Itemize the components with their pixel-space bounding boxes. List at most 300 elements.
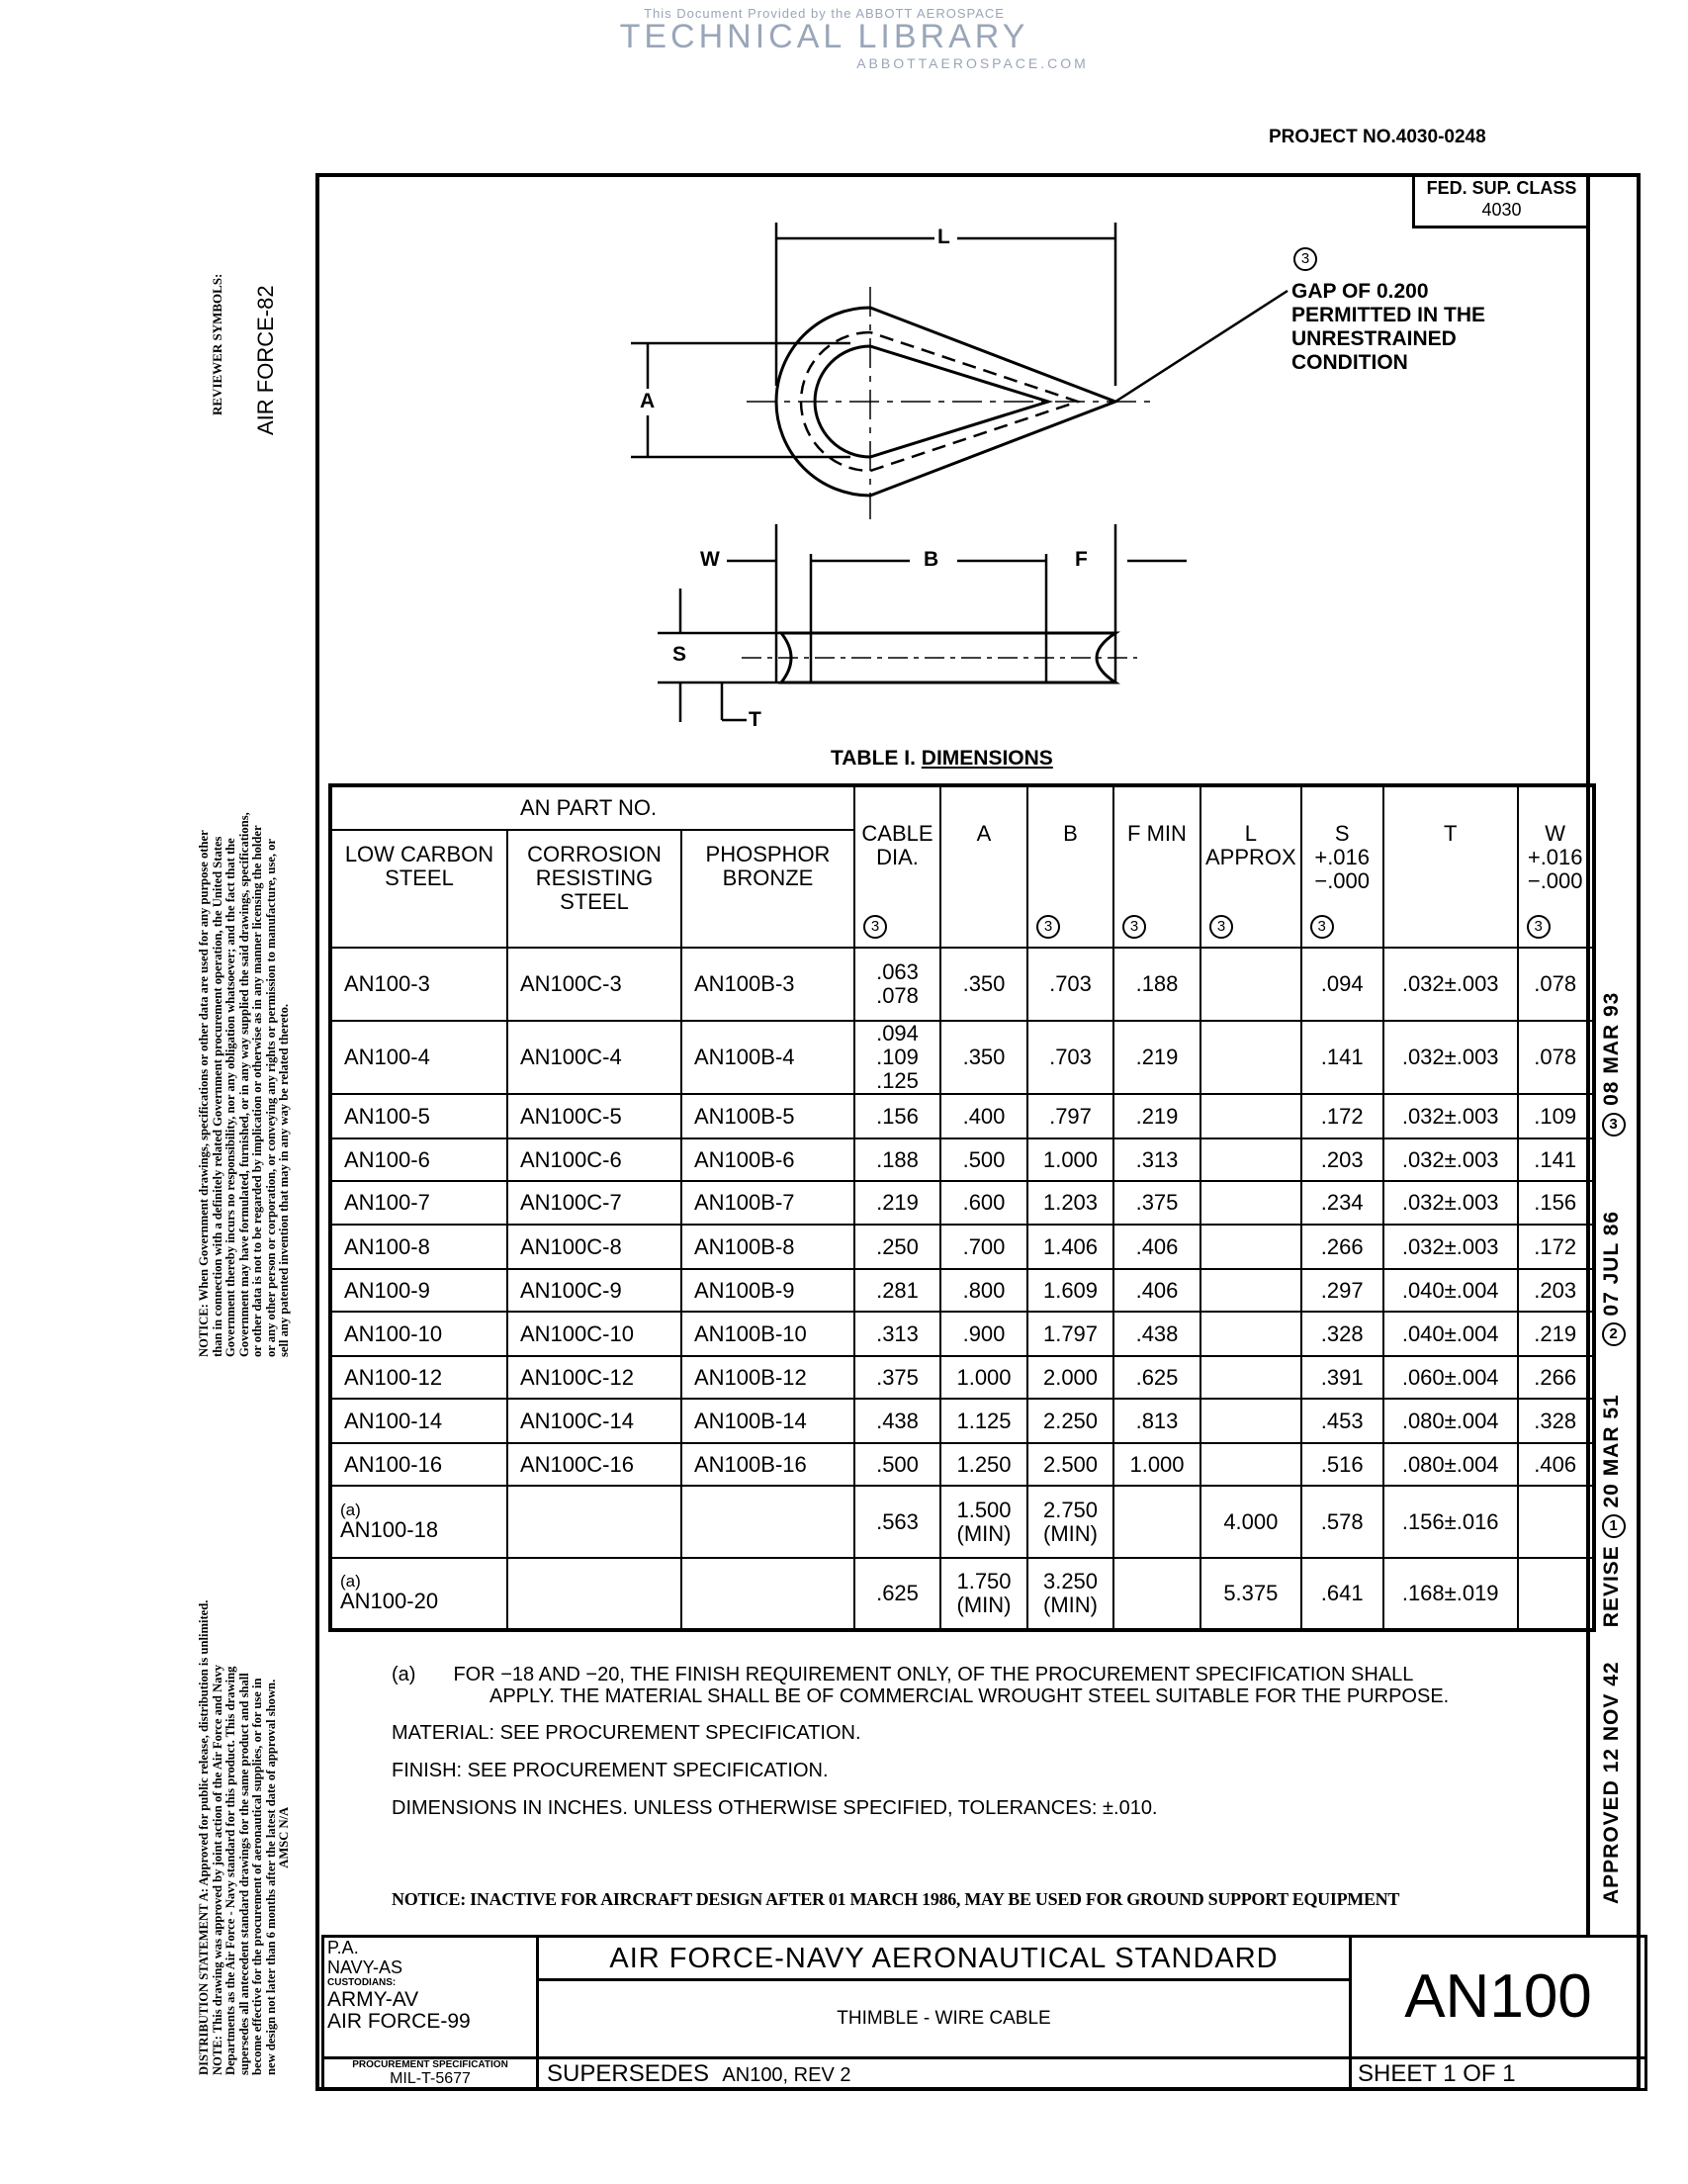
table-cell bbox=[681, 1138, 854, 1181]
table-row bbox=[330, 1269, 1594, 1312]
cell-value: AN100-20 bbox=[340, 1589, 439, 1613]
header-label: A bbox=[976, 821, 992, 846]
table-cell bbox=[1200, 1138, 1301, 1181]
table-cell bbox=[1027, 1094, 1113, 1138]
table-cell bbox=[1383, 948, 1518, 1021]
cell-value: .040±.004 bbox=[1401, 1320, 1499, 1346]
table-cell bbox=[1027, 1225, 1113, 1269]
cell-value: .060±.004 bbox=[1401, 1364, 1499, 1390]
cell-value: .094 .109 .125 bbox=[876, 1021, 919, 1093]
cell-value: .078 bbox=[1534, 1045, 1577, 1069]
custodian-airforce: AIR FORCE-99 bbox=[327, 2010, 471, 2033]
notice-line: Government may have formulated, furnished, or in any way supplied the said drawings, specifications, bbox=[236, 812, 251, 1357]
notice-line: NOTICE: When Government drawings, specifications or other data are used for any purpose other bbox=[197, 830, 211, 1357]
proc-spec-label: PROCUREMENT SPECIFICATION bbox=[352, 2059, 508, 2070]
cell-value: AN100-12 bbox=[344, 1364, 443, 1390]
table-cell bbox=[854, 1021, 940, 1094]
cell-value: 2.000 bbox=[1042, 1364, 1099, 1390]
header-label: T bbox=[1443, 821, 1458, 846]
table-row bbox=[330, 1399, 1594, 1443]
revision-1-marker: 1 bbox=[1602, 1514, 1626, 1538]
table-cell bbox=[330, 1225, 507, 1269]
cell-value: 1.406 bbox=[1042, 1233, 1099, 1259]
gap-note-line: UNRESTRAINED bbox=[1291, 327, 1457, 350]
table-cell bbox=[1301, 1269, 1383, 1312]
distribution-line: supersedes all antecedent standard drawings for the same product and shall bbox=[236, 1673, 251, 2075]
table-cell bbox=[330, 1021, 507, 1094]
table-cell bbox=[330, 1356, 507, 1399]
table-cell bbox=[1113, 1558, 1200, 1630]
cell-value: .328 bbox=[1320, 1320, 1364, 1346]
cell-value: .375 bbox=[876, 1364, 919, 1390]
project-number: PROJECT NO.4030-0248 bbox=[1269, 127, 1486, 147]
table-cell bbox=[1518, 1399, 1594, 1443]
table-cell bbox=[1518, 1443, 1594, 1486]
table-cell bbox=[507, 1269, 681, 1312]
cell-value: .188 bbox=[876, 1146, 919, 1172]
table-cell bbox=[940, 1269, 1027, 1312]
header-cell bbox=[1113, 785, 1200, 948]
header-label: L APPROX bbox=[1205, 821, 1296, 869]
watermark-title: TECHNICAL LIBRARY bbox=[619, 18, 1029, 55]
header-cell bbox=[854, 785, 940, 948]
table-cell bbox=[1027, 1399, 1113, 1443]
cell-value: .156±.016 bbox=[1401, 1508, 1499, 1534]
table-cell bbox=[681, 1312, 854, 1356]
table-cell bbox=[1027, 1356, 1113, 1399]
cell-value: .641 bbox=[1320, 1581, 1364, 1605]
cell-value: 5.375 bbox=[1223, 1581, 1279, 1605]
header-label: CABLE DIA. bbox=[861, 821, 933, 869]
cell-value: .391 bbox=[1320, 1364, 1364, 1390]
cell-value: .040±.004 bbox=[1401, 1277, 1499, 1303]
cell-value: .032±.003 bbox=[1401, 1190, 1499, 1215]
cell-value: .109 bbox=[1534, 1103, 1577, 1129]
cell-value: 1.000 bbox=[1042, 1146, 1099, 1172]
table-cell bbox=[1113, 1443, 1200, 1486]
cell-value: .406 bbox=[1534, 1451, 1577, 1477]
table-cell bbox=[1200, 1312, 1301, 1356]
revision-2-marker: 2 bbox=[1602, 1322, 1626, 1346]
table-cell bbox=[1027, 1181, 1113, 1225]
cell-value: AN100-14 bbox=[344, 1408, 443, 1433]
header-cell bbox=[1027, 785, 1113, 948]
supersedes-box bbox=[536, 2056, 1352, 2091]
table-cell bbox=[681, 1558, 854, 1630]
reviewer-symbol: AIR FORCE-82 bbox=[253, 285, 278, 435]
table-cell bbox=[507, 1443, 681, 1486]
cell-value: .400 bbox=[962, 1103, 1006, 1129]
table-cell bbox=[330, 1312, 507, 1356]
cell-value: .700 bbox=[962, 1233, 1006, 1259]
cell-value: AN100-3 bbox=[344, 971, 430, 996]
table-cell bbox=[681, 1399, 854, 1443]
cell-value: AN100C-3 bbox=[520, 971, 622, 996]
table-cell bbox=[940, 1356, 1027, 1399]
cell-value: .516 bbox=[1320, 1451, 1364, 1477]
cell-value: .328 bbox=[1534, 1408, 1577, 1433]
table-cell bbox=[681, 1486, 854, 1558]
cell-value: AN100C-8 bbox=[520, 1233, 622, 1259]
custodian-army: ARMY-AV bbox=[327, 1988, 419, 2011]
table-cell bbox=[1518, 1269, 1594, 1312]
ref-3-icon: 3 bbox=[1209, 915, 1233, 939]
table-cell bbox=[681, 948, 854, 1021]
distribution-line: Departments as the Air Force - Navy standard for this product. This drawing bbox=[223, 1666, 237, 2075]
table-cell bbox=[507, 1399, 681, 1443]
cell-value: AN100B-9 bbox=[694, 1277, 795, 1303]
gap-note-line: CONDITION bbox=[1291, 351, 1408, 374]
table-cell bbox=[1200, 1021, 1301, 1094]
table-cell bbox=[330, 1399, 507, 1443]
table-cell bbox=[1200, 1225, 1301, 1269]
distribution-line: DISTRIBUTION STATEMENT A: Approved for public release, distribution is unlimited. bbox=[197, 1599, 211, 2075]
table-cell bbox=[1383, 1181, 1518, 1225]
cell-value: 1.203 bbox=[1042, 1190, 1099, 1215]
table-cell bbox=[940, 1225, 1027, 1269]
cell-value: .078 bbox=[1534, 971, 1577, 996]
dimensions-table bbox=[328, 783, 1596, 1632]
table-cell bbox=[1027, 1312, 1113, 1356]
table-cell bbox=[507, 1181, 681, 1225]
cell-value: .172 bbox=[1320, 1103, 1364, 1129]
table-cell bbox=[940, 1181, 1027, 1225]
table-cell bbox=[1383, 1486, 1518, 1558]
table-cell bbox=[681, 1269, 854, 1312]
cell-value: .600 bbox=[962, 1190, 1006, 1215]
cell-value: .032±.003 bbox=[1401, 971, 1499, 996]
note-a-line2: APPLY. THE MATERIAL SHALL BE OF COMMERCIAL WROUGHT STEEL SUITABLE FOR THE PURPOSE. bbox=[489, 1685, 1450, 1707]
cell-value: .500 bbox=[876, 1451, 919, 1477]
table-cell bbox=[330, 1094, 507, 1138]
cell-value: AN100C-14 bbox=[520, 1408, 634, 1433]
dim-label-s: S bbox=[672, 643, 687, 666]
header-cell bbox=[1383, 785, 1518, 948]
table-cell bbox=[1518, 1312, 1594, 1356]
cell-value: AN100B-5 bbox=[694, 1103, 795, 1129]
table-cell bbox=[507, 1138, 681, 1181]
cell-value: AN100B-7 bbox=[694, 1190, 795, 1215]
table-cell bbox=[1113, 1486, 1200, 1558]
cell-value: .203 bbox=[1320, 1146, 1364, 1172]
table-cell bbox=[507, 1312, 681, 1356]
cell-value: .900 bbox=[962, 1320, 1006, 1346]
distribution-line: NOTE: This drawing was approved by joint action of the Air Force and Navy bbox=[210, 1664, 224, 2075]
cell-value: AN100-18 bbox=[340, 1516, 439, 1542]
table-cell bbox=[1383, 1094, 1518, 1138]
cell-value: AN100-10 bbox=[344, 1320, 443, 1346]
cell-value: .703 bbox=[1049, 1045, 1092, 1069]
revision-2-date: 07 JUL 86 bbox=[1600, 1210, 1623, 1317]
cell-value: .156 bbox=[876, 1103, 919, 1129]
header-cell: LOW CARBON STEEL bbox=[330, 830, 507, 948]
table-cell bbox=[1027, 1558, 1113, 1630]
table-cell bbox=[1027, 1021, 1113, 1094]
cell-value: .203 bbox=[1534, 1277, 1577, 1303]
table-cell bbox=[507, 1486, 681, 1558]
table-cell bbox=[681, 1356, 854, 1399]
cell-value: AN100-16 bbox=[344, 1451, 443, 1477]
dimensions-note: DIMENSIONS IN INCHES. UNLESS OTHERWISE SPECIFIED, TOLERANCES: ±.010. bbox=[392, 1797, 1158, 1819]
cell-value: .032±.003 bbox=[1401, 1045, 1499, 1069]
table-row bbox=[330, 1021, 1594, 1094]
cell-value: 3.250 (MIN) bbox=[1042, 1569, 1099, 1617]
table-row bbox=[330, 1094, 1594, 1138]
cell-value: .080±.004 bbox=[1401, 1451, 1499, 1477]
table-cell bbox=[940, 948, 1027, 1021]
ref-3-icon: 3 bbox=[1036, 915, 1060, 939]
table-row bbox=[330, 1225, 1594, 1269]
distribution-line: AMSC N/A bbox=[277, 1806, 291, 1868]
ref-3-icon: 3 bbox=[1293, 247, 1317, 271]
header-cell bbox=[1518, 785, 1594, 948]
header-cell: PHOSPHOR BRONZE bbox=[681, 830, 854, 948]
notice-line: Government thereby incurs no responsibility, nor any obligation whatsoever; and the fact that the bbox=[223, 838, 237, 1357]
cell-value: .350 bbox=[962, 971, 1006, 996]
table-cell bbox=[330, 1181, 507, 1225]
notice-line: sell any patented invention that may in any way be related thereto. bbox=[277, 1003, 291, 1357]
table-cell bbox=[940, 1443, 1027, 1486]
table-title bbox=[831, 747, 1053, 771]
table-cell bbox=[1301, 948, 1383, 1021]
table-cell bbox=[854, 1181, 940, 1225]
table-cell bbox=[1518, 1021, 1594, 1094]
distribution-line: new design not later than 6 months after the latest date of approval shown. bbox=[263, 1679, 278, 2075]
note-a-line1: FOR −18 AND −20, THE FINISH REQUIREMENT ONLY, OF THE PROCUREMENT SPECIFICATION SHALL bbox=[453, 1664, 1414, 1685]
proc-spec-value: MIL-T-5677 bbox=[390, 2070, 471, 2087]
table-cell bbox=[1113, 1138, 1200, 1181]
notice-line: or other data is not to be regarded by implication or otherwise as in any manner licensing the holder bbox=[250, 825, 264, 1357]
cell-value: .350 bbox=[962, 1045, 1006, 1069]
table-cell bbox=[1383, 1558, 1518, 1630]
table-cell bbox=[681, 1021, 854, 1094]
cell-value: .703 bbox=[1049, 971, 1092, 996]
table-row bbox=[330, 948, 1594, 1021]
header-cell: CORROSION RESISTING STEEL bbox=[507, 830, 681, 948]
table-cell bbox=[1518, 1558, 1594, 1630]
cell-value: .406 bbox=[1135, 1233, 1179, 1259]
table-cell bbox=[1200, 1443, 1301, 1486]
cell-value: AN100B-3 bbox=[694, 971, 795, 996]
table-cell bbox=[940, 1094, 1027, 1138]
dim-label-w: W bbox=[700, 548, 720, 571]
cell-value: AN100C-6 bbox=[520, 1146, 622, 1172]
table-cell bbox=[330, 1558, 507, 1630]
table-cell bbox=[507, 1094, 681, 1138]
table-cell bbox=[854, 1225, 940, 1269]
cell-value: .141 bbox=[1320, 1045, 1364, 1069]
table-row bbox=[330, 1138, 1594, 1181]
table-cell bbox=[1383, 1356, 1518, 1399]
standard-title: AIR FORCE-NAVY AERONAUTICAL STANDARD bbox=[536, 1935, 1352, 1981]
cell-value: .168±.019 bbox=[1401, 1581, 1499, 1605]
table-cell bbox=[1113, 1312, 1200, 1356]
cell-value: .063 .078 bbox=[876, 959, 919, 1008]
table-cell bbox=[507, 1356, 681, 1399]
cell-value: AN100-8 bbox=[344, 1233, 430, 1259]
cell-value: .156 bbox=[1534, 1190, 1577, 1215]
cell-value: AN100B-6 bbox=[694, 1146, 795, 1172]
cell-value: .563 bbox=[876, 1508, 919, 1534]
table-cell bbox=[1518, 948, 1594, 1021]
cell-value: AN100C-4 bbox=[520, 1045, 622, 1069]
ref-3-icon: 3 bbox=[1310, 915, 1334, 939]
dim-label-a: A bbox=[640, 390, 656, 412]
cell-value: .234 bbox=[1320, 1190, 1364, 1215]
gap-note-line: PERMITTED IN THE bbox=[1291, 304, 1486, 326]
standard-number: AN100 bbox=[1349, 1935, 1647, 2059]
header-label: S +.016 −.000 bbox=[1314, 821, 1371, 893]
pa-label: P.A. bbox=[327, 1938, 359, 1957]
cell-value: 1.797 bbox=[1042, 1320, 1099, 1346]
table-cell bbox=[854, 1399, 940, 1443]
table-cell bbox=[1518, 1356, 1594, 1399]
cell-value: AN100B-14 bbox=[694, 1408, 807, 1433]
table-cell bbox=[1027, 1138, 1113, 1181]
table-cell bbox=[1200, 1269, 1301, 1312]
table-row bbox=[330, 1486, 1594, 1558]
table-cell bbox=[1301, 1225, 1383, 1269]
cell-value: .625 bbox=[876, 1581, 919, 1605]
table-cell bbox=[854, 1138, 940, 1181]
table-cell bbox=[1027, 1443, 1113, 1486]
cell-value: .032±.003 bbox=[1401, 1146, 1499, 1172]
table-cell bbox=[940, 1021, 1027, 1094]
table-cell bbox=[1301, 1181, 1383, 1225]
table-cell bbox=[1301, 1486, 1383, 1558]
table-cell bbox=[681, 1094, 854, 1138]
table-cell bbox=[854, 1486, 940, 1558]
table-cell bbox=[1383, 1443, 1518, 1486]
ref-3-icon: 3 bbox=[863, 915, 887, 939]
table-row bbox=[330, 1443, 1594, 1486]
cell-value: 1.750 (MIN) bbox=[956, 1569, 1012, 1617]
cell-value: .032±.003 bbox=[1401, 1233, 1499, 1259]
cell-value: 4.000 bbox=[1223, 1508, 1279, 1534]
gap-note bbox=[1291, 280, 1485, 375]
cell-value: .313 bbox=[876, 1320, 919, 1346]
table-cell bbox=[507, 1225, 681, 1269]
cell-value: .813 bbox=[1135, 1408, 1179, 1433]
cell-value: .219 bbox=[1135, 1103, 1179, 1129]
notice-line: or any other person or corporation, or conveying any rights or permission to manufacture, use, or bbox=[263, 838, 278, 1357]
table-cell bbox=[1200, 1181, 1301, 1225]
dim-label-f: F bbox=[1075, 548, 1088, 571]
cell-value: AN100B-16 bbox=[694, 1451, 807, 1477]
cell-value: .219 bbox=[876, 1190, 919, 1215]
finish-note: FINISH: SEE PROCUREMENT SPECIFICATION. bbox=[392, 1760, 829, 1781]
cell-value: .406 bbox=[1135, 1277, 1179, 1303]
gap-note-ref bbox=[1293, 247, 1317, 271]
footnote-mark: (a) bbox=[340, 1500, 361, 1519]
table-cell bbox=[1113, 1399, 1200, 1443]
cell-value: .313 bbox=[1135, 1146, 1179, 1172]
table-cell bbox=[1301, 1312, 1383, 1356]
revision-3-date: 08 MAR 93 bbox=[1600, 991, 1623, 1106]
header-cell bbox=[1200, 785, 1301, 948]
table-cell bbox=[854, 1269, 940, 1312]
fed-sup-class-label: FED. SUP. CLASS bbox=[1426, 178, 1577, 198]
cell-value: .438 bbox=[876, 1408, 919, 1433]
cell-value: .438 bbox=[1135, 1320, 1179, 1346]
cell-value: AN100B-12 bbox=[694, 1364, 807, 1390]
note-a bbox=[392, 1664, 1413, 1686]
table-cell bbox=[1383, 1269, 1518, 1312]
table-cell bbox=[940, 1486, 1027, 1558]
watermark-url: ABBOTTAEROSPACE.COM bbox=[856, 55, 1089, 71]
dim-label-t: T bbox=[749, 708, 761, 731]
table-cell bbox=[1027, 1486, 1113, 1558]
revision-1-date: 20 MAR 51 bbox=[1600, 1394, 1623, 1508]
table-cell bbox=[1200, 1486, 1301, 1558]
table-cell bbox=[1200, 1094, 1301, 1138]
procurement-spec-box bbox=[321, 2056, 539, 2091]
cell-value: 1.125 bbox=[956, 1408, 1012, 1433]
table-cell bbox=[1200, 1399, 1301, 1443]
cell-value: 1.000 bbox=[956, 1364, 1012, 1390]
cell-value: .219 bbox=[1534, 1320, 1577, 1346]
cell-value: .625 bbox=[1135, 1364, 1179, 1390]
cell-value: 1.609 bbox=[1042, 1277, 1099, 1303]
cell-value: AN100-7 bbox=[344, 1190, 430, 1215]
table-cell bbox=[1113, 1021, 1200, 1094]
part-title: THIMBLE - WIRE CABLE bbox=[536, 1978, 1352, 2059]
footnote-mark: (a) bbox=[340, 1572, 361, 1591]
cell-value: .219 bbox=[1135, 1045, 1179, 1069]
table-cell bbox=[507, 948, 681, 1021]
cell-value: .453 bbox=[1320, 1408, 1364, 1433]
table-row bbox=[330, 1356, 1594, 1399]
dim-label-b: B bbox=[924, 548, 939, 571]
table-row bbox=[330, 1181, 1594, 1225]
note-a-mark: (a) bbox=[392, 1664, 416, 1685]
cell-value: .500 bbox=[962, 1146, 1006, 1172]
table-cell bbox=[507, 1558, 681, 1630]
cell-value: .797 bbox=[1049, 1103, 1092, 1129]
table-cell bbox=[1200, 1356, 1301, 1399]
table-cell bbox=[330, 1269, 507, 1312]
header-label: B bbox=[1063, 821, 1078, 846]
cell-value: AN100B-10 bbox=[694, 1320, 807, 1346]
watermark-line1: This Document Provided by the ABBOTT AEROSPACE bbox=[644, 6, 1005, 21]
table-cell bbox=[1113, 1269, 1200, 1312]
table-cell bbox=[1027, 948, 1113, 1021]
table-cell bbox=[1383, 1225, 1518, 1269]
distribution-line: become effective for the procurement of aeronautical supplies, or for use in bbox=[250, 1678, 264, 2075]
cell-value: .578 bbox=[1320, 1508, 1364, 1534]
cell-value: 1.500 (MIN) bbox=[956, 1497, 1012, 1546]
cell-value: .250 bbox=[876, 1233, 919, 1259]
table-cell bbox=[1027, 1269, 1113, 1312]
approved-date: APPROVED 12 NOV 42 bbox=[1600, 1661, 1623, 1904]
table-cell bbox=[940, 1138, 1027, 1181]
material-note: MATERIAL: SEE PROCUREMENT SPECIFICATION. bbox=[392, 1722, 861, 1744]
table-cell bbox=[1518, 1138, 1594, 1181]
table-cell bbox=[1518, 1094, 1594, 1138]
table-row bbox=[330, 1312, 1594, 1356]
table-cell bbox=[330, 1486, 507, 1558]
table-cell bbox=[854, 948, 940, 1021]
table-cell bbox=[854, 1558, 940, 1630]
notice-line: than in connection with a definitely related Government procurement operation, the United States bbox=[210, 836, 224, 1357]
table-cell bbox=[1518, 1486, 1594, 1558]
cell-value: AN100C-9 bbox=[520, 1277, 622, 1303]
cell-value: .375 bbox=[1135, 1190, 1179, 1215]
cell-value: 2.250 bbox=[1042, 1408, 1099, 1433]
header-cell bbox=[1301, 785, 1383, 948]
cell-value: 1.250 bbox=[956, 1451, 1012, 1477]
table-row bbox=[330, 1558, 1594, 1630]
